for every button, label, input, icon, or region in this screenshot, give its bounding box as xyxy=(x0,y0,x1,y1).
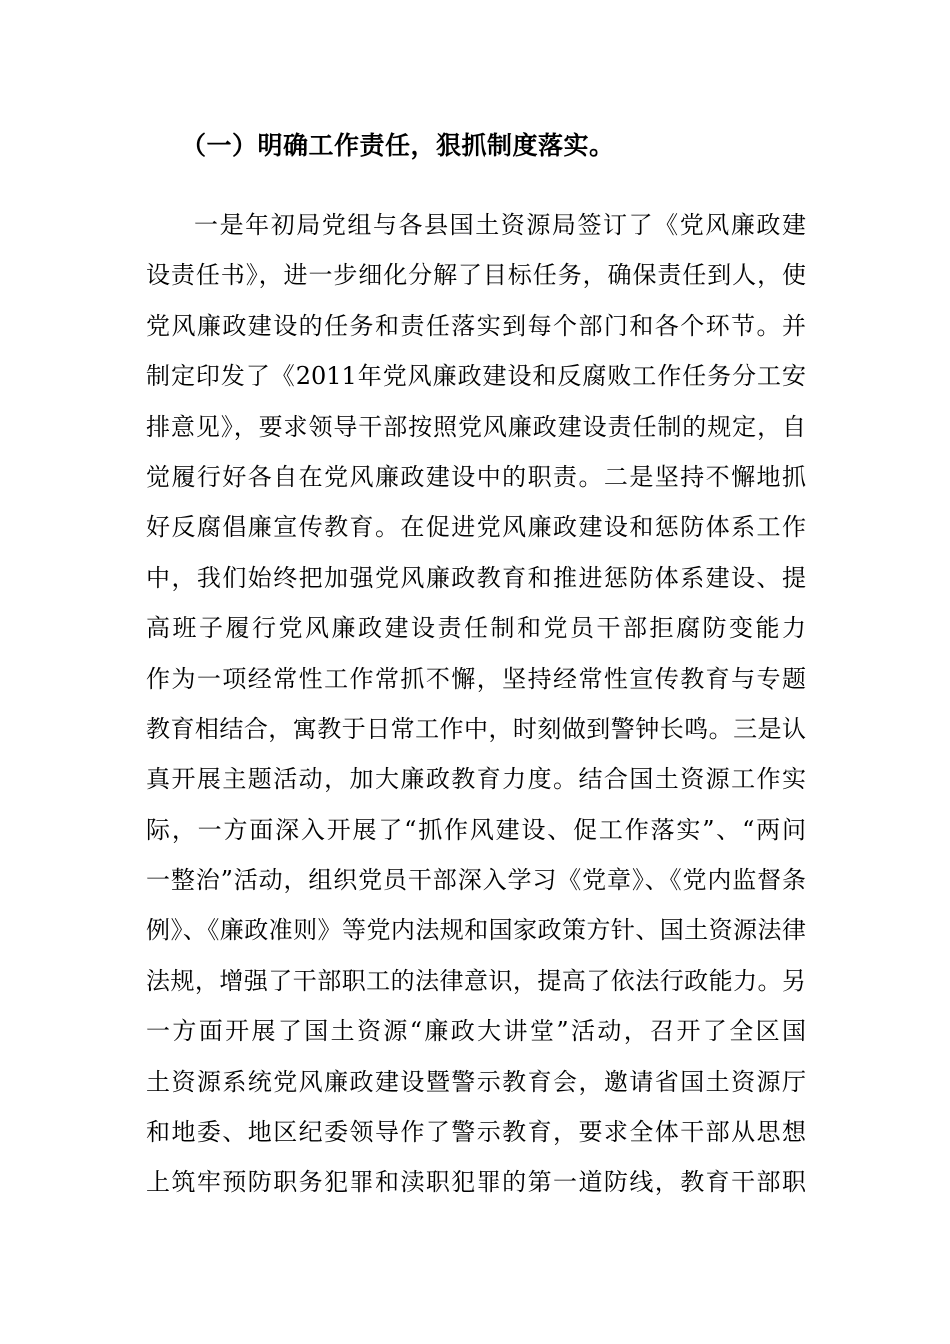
section-heading: （一）明确工作责任，狠抓制度落实。 xyxy=(181,131,615,160)
paragraph-line: 土资源系统党风廉政建设暨警示教育会，邀请省国土资源厅 xyxy=(146,1067,806,1096)
paragraph-line: 党风廉政建设的任务和责任落实到每个部门和各个环节。并 xyxy=(146,311,806,340)
paragraph-line: 一方面开展了国土资源“廉政大讲堂”活动，召开了全区国 xyxy=(146,1017,806,1046)
paragraph-line: 法规，增强了干部职工的法律意识，提高了依法行政能力。另 xyxy=(146,966,806,995)
paragraph-line: 高班子履行党风廉政建设责任制和党员干部拒腐防变能力 xyxy=(146,614,806,643)
paragraph-line: 好反腐倡廉宣传教育。在促进党风廉政建设和惩防体系工作 xyxy=(146,513,806,542)
paragraph-line: 教育相结合，寓教于日常工作中，时刻做到警钟长鸣。三是认 xyxy=(146,714,806,743)
paragraph-line: 制定印发了《2011年党风廉政建设和反腐败工作任务分工安 xyxy=(146,362,806,391)
paragraph-line: 作为一项经常性工作常抓不懈，坚持经常性宣传教育与专题 xyxy=(146,664,806,693)
paragraph-line: 一是年初局党组与各县国土资源局签订了《党风廉政建 xyxy=(194,211,806,239)
paragraph-line: 设责任书》，进一步细化分解了目标任务，确保责任到人，使 xyxy=(146,261,806,290)
paragraph-line: 和地委、地区纪委领导作了警示教育，要求全体干部从思想 xyxy=(146,1118,806,1147)
paragraph-line: 排意见》，要求领导干部按照党风廉政建设责任制的规定，自 xyxy=(146,412,806,441)
paragraph-line: 际，一方面深入开展了“抓作风建设、促工作落实”、“两问 xyxy=(146,815,806,844)
paragraph-line: 例》、《廉政准则》等党内法规和国家政策方针、国土资源法律 xyxy=(146,916,806,945)
body-paragraph xyxy=(146,200,806,1208)
paragraph-line: 一整治”活动，组织党员干部深入学习《党章》、《党内监督条 xyxy=(146,866,806,895)
paragraph-line: 中，我们始终把加强党风廉政教育和推进惩防体系建设、提 xyxy=(146,563,806,592)
paragraph-line: 真开展主题活动，加大廉政教育力度。结合国土资源工作实 xyxy=(146,765,806,794)
paragraph-line: 觉履行好各自在党风廉政建设中的职责。二是坚持不懈地抓 xyxy=(146,462,806,491)
paragraph-line: 上筑牢预防职务犯罪和渎职犯罪的第一道防线，教育干部职 xyxy=(146,1168,806,1197)
